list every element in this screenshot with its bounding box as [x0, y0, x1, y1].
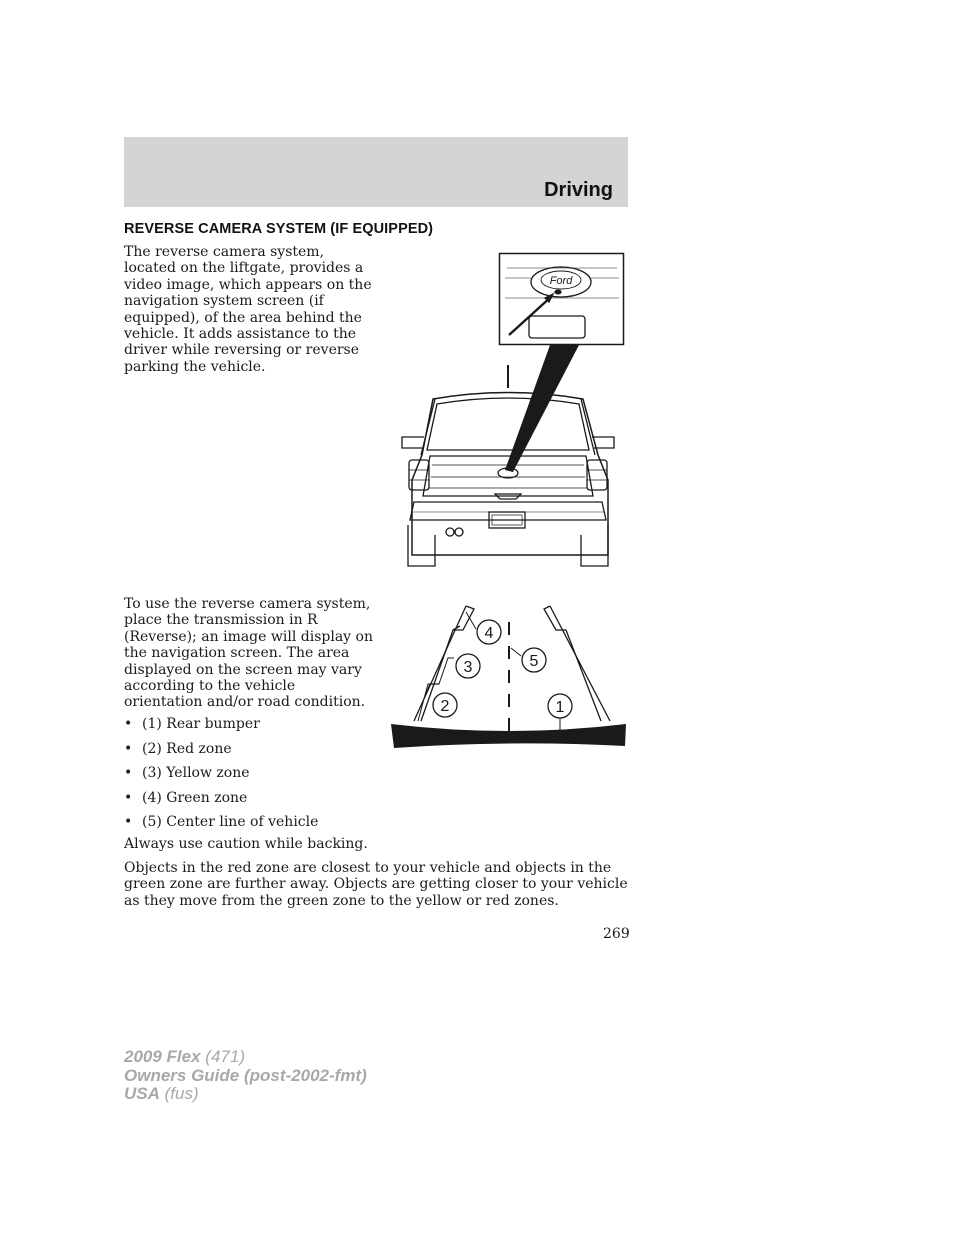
legend-item-center-line: (5) Center line of vehicle — [142, 814, 319, 830]
zones-paragraph: Objects in the red zone are closest to your vehicle and objects in the green zone are further away. Objects are getting closer to your vehicle as they move from the green zone to the yellow or red zones. — [124, 860, 628, 909]
footer-model: 2009 Flex — [124, 1047, 201, 1066]
list-item: • (1) Rear bumper — [124, 716, 260, 732]
camera-zone-diagram — [390, 600, 628, 752]
callout-4: 4 — [484, 625, 494, 642]
list-item: • (2) Red zone — [124, 740, 232, 757]
document-footer — [124, 1048, 367, 1104]
section-header-band — [124, 137, 628, 207]
legend-item-green-zone: (4) Green zone — [142, 789, 248, 806]
svg-text:Ford: Ford — [549, 275, 573, 287]
footer-guide-format: Owners Guide (post-2002-fmt) — [124, 1065, 367, 1085]
callout-2: 2 — [440, 698, 450, 715]
callout-3: 3 — [463, 659, 473, 676]
footer-market-code: (fus) — [164, 1084, 199, 1103]
list-item: • (4) Green zone — [124, 789, 248, 806]
page-heading: REVERSE CAMERA SYSTEM (IF EQUIPPED) — [124, 221, 434, 237]
footer-model-code: (471) — [205, 1047, 245, 1066]
page-number: 269 — [603, 926, 630, 942]
legend-item-red-zone: (2) Red zone — [142, 740, 232, 757]
caution-text: Always use caution while backing. — [124, 836, 368, 852]
intro-paragraph: The reverse camera system, located on the liftgate, provides a video image, which appears on the navigation system screen (if equipped), of the area behind the vehicle. It adds assistance to the driver while reversing or reverse parking the vehicle. — [124, 244, 372, 375]
usage-paragraph: To use the reverse camera system, place the transmission in R (Reverse); an image will display on the navigation screen. The area displayed on the screen may vary according to the vehicle orientation and/or road condition. — [124, 596, 373, 711]
vehicle-rear-camera-illustration — [395, 250, 627, 572]
legend-item-yellow-zone: (3) Yellow zone — [142, 765, 250, 781]
callout-5: 5 — [529, 653, 539, 670]
list-item: • (3) Yellow zone — [124, 765, 250, 781]
footer-market: USA — [124, 1084, 160, 1103]
callout-1: 1 — [555, 699, 565, 716]
legend-list — [124, 715, 318, 838]
list-item: • (5) Center line of vehicle — [124, 814, 319, 830]
section-title: Driving — [544, 179, 613, 201]
legend-item-rear-bumper: (1) Rear bumper — [142, 716, 260, 732]
